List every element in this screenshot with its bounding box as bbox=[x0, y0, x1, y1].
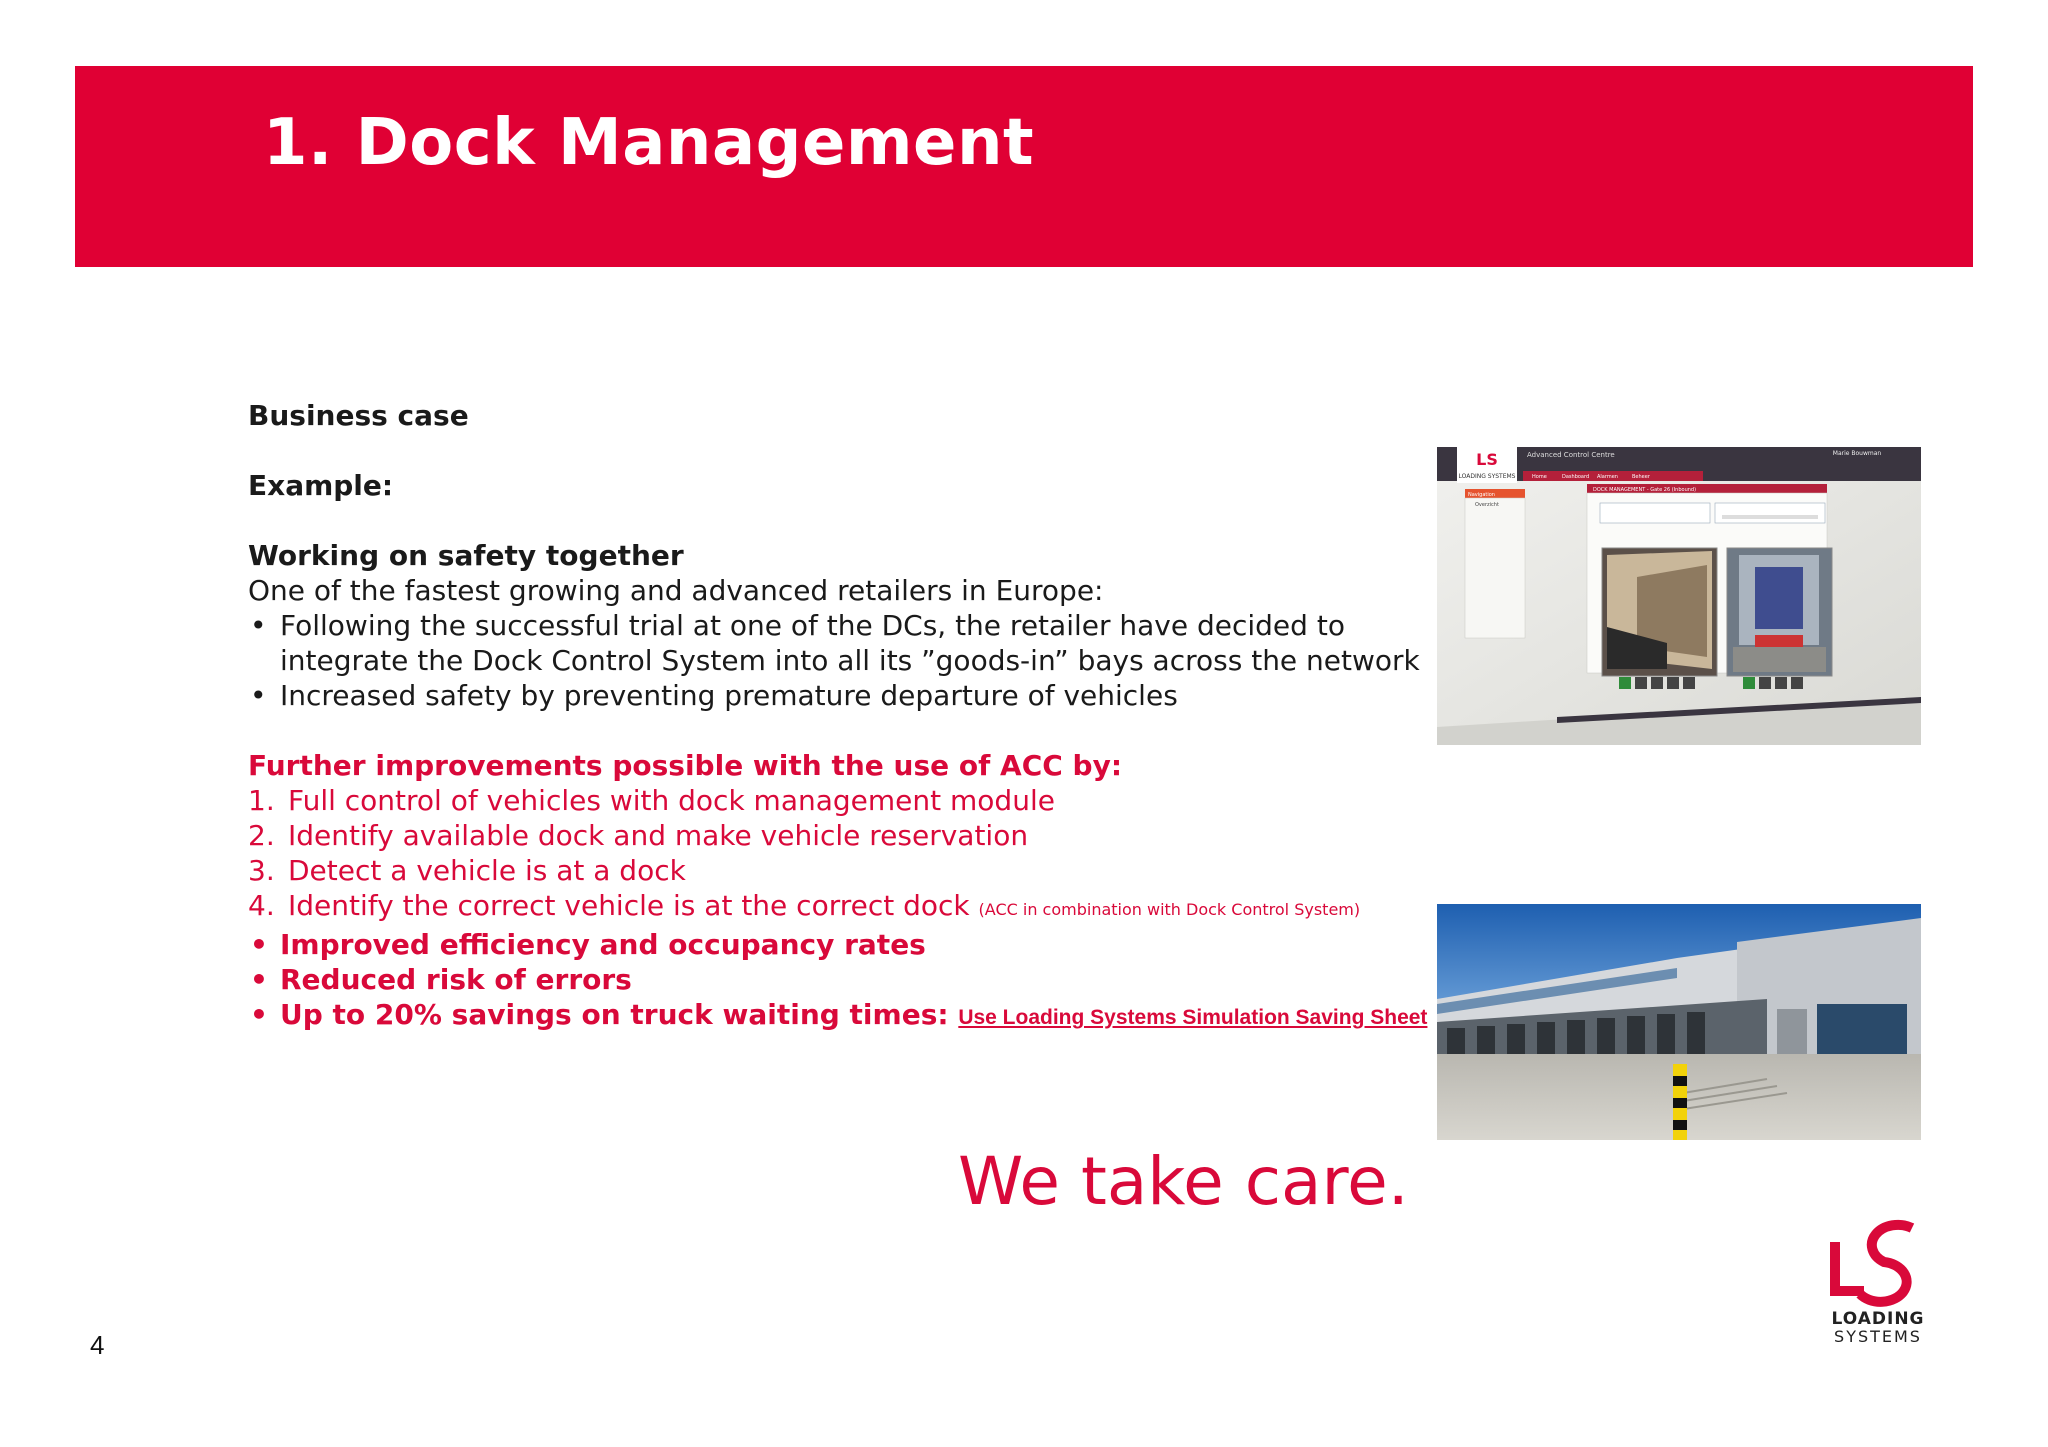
logo-wordmark bbox=[1822, 1310, 1934, 1346]
warehouse-photo bbox=[1437, 904, 1921, 1140]
screen-nav-label: Navigation bbox=[1468, 492, 1495, 498]
benefit-item: • Improved efficiency and occupancy rates bbox=[248, 927, 1428, 962]
tagline: We take care. bbox=[958, 1143, 1409, 1220]
item-note: (ACC in combination with Dock Control System) bbox=[978, 900, 1361, 919]
svg-text:LS: LS bbox=[1476, 450, 1498, 469]
item-number: 2. bbox=[248, 819, 275, 852]
benefits-list bbox=[248, 927, 1428, 1035]
item-number: 4. bbox=[248, 889, 275, 922]
improvement-item bbox=[248, 818, 1428, 853]
logo-line2: SYSTEMS bbox=[1834, 1327, 1922, 1346]
screen-menu-item: Home bbox=[1532, 474, 1547, 480]
screen-menu-item: Dashboard bbox=[1562, 474, 1590, 480]
section-heading: Working on safety together bbox=[248, 539, 684, 572]
content-body bbox=[248, 398, 1428, 1035]
screen-panel-title: DOCK MANAGEMENT - Gate 26 (Inbound) bbox=[1593, 487, 1697, 493]
item-text: Detect a vehicle is at a dock bbox=[288, 854, 686, 887]
improvement-item bbox=[248, 888, 1428, 927]
logo-line1: LOADING bbox=[1831, 1309, 1925, 1329]
intro-text: One of the fastest growing and advanced retailers in Europe: bbox=[248, 574, 1104, 607]
bullet-list bbox=[248, 608, 1428, 713]
bullet-item: • Following the successful trial at one of the DCs, the retailer have decided to integrate the Dock Control System into all its ”goods-in” bays across the network bbox=[248, 608, 1428, 678]
screen-user: Marie Bouwman bbox=[1832, 450, 1882, 457]
page-title: 1. Dock Management bbox=[263, 106, 1035, 180]
page-number: 4 bbox=[90, 1330, 105, 1360]
item-text: Identify the correct vehicle is at the correct dock bbox=[288, 889, 970, 922]
item-text: Identify available dock and make vehicle reservation bbox=[288, 819, 1029, 852]
title-banner bbox=[75, 66, 1973, 267]
item-number: 3. bbox=[248, 854, 275, 887]
screen-app-title: Advanced Control Centre bbox=[1527, 451, 1615, 459]
item-text: Full control of vehicles with dock management module bbox=[288, 784, 1055, 817]
benefit-text: Up to 20% savings on truck waiting times: bbox=[280, 998, 949, 1031]
improvements-heading: Further improvements possible with the use of ACC by: bbox=[248, 749, 1123, 782]
screen-menu-item: Beheer bbox=[1632, 474, 1650, 480]
improvement-item bbox=[248, 853, 1428, 888]
item-number: 1. bbox=[248, 784, 275, 817]
screen-nav-item: Overzicht bbox=[1475, 502, 1499, 508]
business-case-label: Business case bbox=[248, 399, 469, 432]
benefit-item bbox=[248, 997, 1428, 1035]
improvements-list bbox=[248, 783, 1428, 927]
bullet-item: • Increased safety by preventing premature departure of vehicles bbox=[248, 678, 1428, 713]
benefit-item: • Reduced risk of errors bbox=[248, 962, 1428, 997]
simulation-sheet-link[interactable]: Use Loading Systems Simulation Saving Sheet bbox=[958, 1006, 1428, 1029]
screen-menu-item: Alarmen bbox=[1597, 474, 1618, 480]
improvement-item bbox=[248, 783, 1428, 818]
dock-control-screen-photo bbox=[1437, 447, 1921, 745]
example-label: Example: bbox=[248, 469, 394, 502]
screen-logo-text: LOADING SYSTEMS bbox=[1458, 473, 1516, 480]
